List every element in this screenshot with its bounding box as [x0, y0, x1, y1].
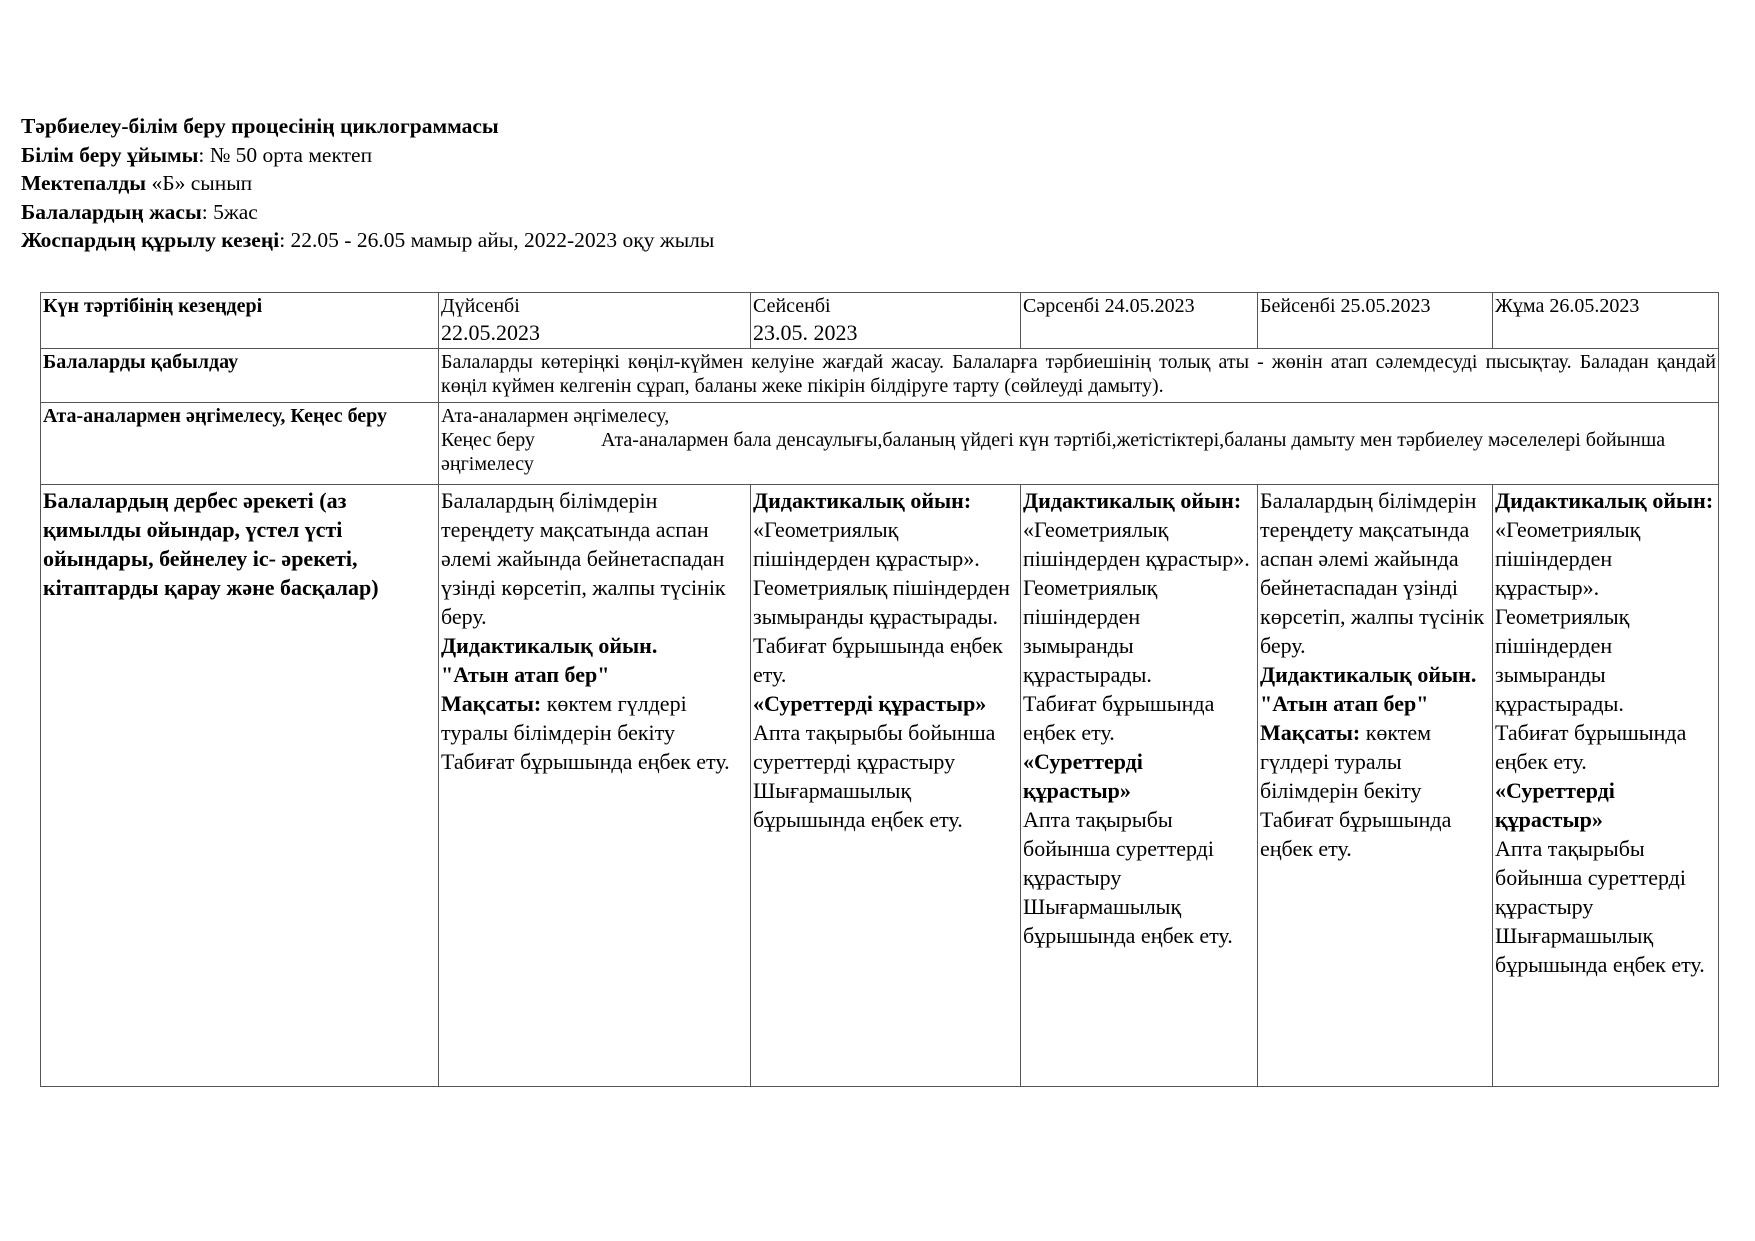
tue-game-desc: Геометриялық пішіндерден зымыранды құрастырады. [753, 575, 1010, 629]
thu-intro: Балалардың білімдерін тереңдету мақсатында аспан әлемі жайында бейнетаспадан үзінді көрсетіп, жалпы түсінік беру. [1260, 488, 1485, 658]
tuesday-date: 23.05. 2023 [753, 320, 858, 345]
org-line [21, 141, 714, 170]
fri-game-desc: Геометриялық пішіндерден зымыранды құрастырады. [1495, 604, 1630, 716]
header-cell-friday: Жұма 26.05.2023 [1493, 293, 1719, 349]
wed-pictures-desc: Апта тақырыбы бойынша суреттерді құрастыру [1023, 807, 1214, 890]
age-value: : 5жас [201, 199, 258, 224]
header-cell-thursday: Бейсенбі 25.05.2023 [1258, 293, 1493, 349]
tue-pictures-title: «Суреттерді құрастыр» [753, 691, 987, 716]
tue-game [753, 486, 1018, 573]
activity-cell-friday [1493, 485, 1719, 1087]
wed-work: Табиғат бұрышында еңбек ету. [1023, 691, 1215, 745]
tue-work: Табиғат бұрышында еңбек ету. [753, 633, 1003, 687]
fri-work: Табиғат бұрышында еңбек ету. [1495, 720, 1687, 774]
tue-game-label: Дидактикалық ойын: [753, 488, 972, 513]
org-label: Білім беру ұйымы [21, 142, 199, 167]
parents-line1: Ата-аналармен әңгімелесу, [441, 405, 670, 427]
table-header-row [41, 293, 1719, 349]
fri-game-label: Дидактикалық ойын: [1495, 488, 1714, 513]
thu-goal-label: Мақсаты: [1260, 720, 1361, 745]
activity-cell-monday [439, 485, 751, 1087]
row-label-parents: Ата-аналармен әңгімелесу, Кеңес беру [41, 403, 439, 485]
parents-text [439, 403, 1719, 485]
table-row-parents [41, 403, 1719, 485]
reception-text: Балаларды көтеріңкі көңіл-күймен келуіне жағдай жасау. Балаларға тәрбиешінің толық аты - жөнін атап сәлемдесуді пысықтау. Баладан қандай көңіл күймен келгенін сұрап, баланы жеке пікірін білдіруге тарту (сөйлеуді дамыту). [439, 349, 1719, 403]
monday-day: Дүйсенбі [441, 295, 520, 317]
tue-pictures-desc: Апта тақырыбы бойынша суреттерді құрастыру [753, 720, 996, 774]
period-label: Жоспардың құрылу кезеңі [21, 228, 280, 253]
header-cell-stage: Күн тәртібінің кезеңдері [41, 293, 439, 349]
group-label: Мектепалды [21, 171, 147, 196]
age-line [21, 198, 714, 227]
group-line [21, 169, 714, 198]
header-cell-wednesday: Сәрсенбі 24.05.2023 [1021, 293, 1258, 349]
fri-pictures-title: «Суреттерді құрастыр» [1495, 778, 1615, 832]
thu-goal [1260, 718, 1490, 805]
activity-cell-wednesday [1021, 485, 1258, 1087]
row-label-activity: Балалардың дербес әрекеті (аз қимылды ойындар, үстел үсті ойындары, бейнелеу іс- әрекеті, кітаптарды қарау және басқалар) [41, 485, 439, 1087]
advice-text: Ата-аналармен бала денсаулығы,баланың үйдегі күн тәртібі,жетістіктері,баланы дамыту мен тәрбиелеу мәселелері бойынша әңгімелесу [441, 429, 1666, 475]
header-cell-monday [439, 293, 751, 349]
wed-game-label: Дидактикалық ойын: [1023, 488, 1242, 513]
row-label-reception: Балаларды қабылдау [41, 349, 439, 403]
monday-date: 22.05.2023 [441, 320, 540, 345]
advice-label: Кеңес беру [441, 429, 535, 451]
tue-game-name: «Геометриялық пішіндерден құрастыр». [753, 517, 980, 571]
thu-goal-text: көктем гүлдері туралы білімдерін бекіту [1260, 720, 1432, 803]
table-row-activity [41, 485, 1719, 1087]
fri-creative: Шығармашылық бұрышында еңбек ету. [1495, 923, 1705, 977]
mon-goal [441, 689, 748, 747]
fri-pictures-desc: Апта тақырыбы бойынша суреттерді құрастыру [1495, 836, 1686, 919]
age-label: Балалардың жасы [21, 199, 202, 224]
tue-creative: Шығармашылық бұрышында еңбек ету. [753, 778, 963, 832]
document-header [21, 112, 714, 255]
mon-game-title: Дидактикалық ойын. [441, 633, 658, 658]
wed-pictures-title: «Суреттерді құрастыр» [1023, 749, 1143, 803]
wed-creative: Шығармашылық бұрышында еңбек ету. [1023, 894, 1233, 948]
mon-goal-text: көктем гүлдері туралы білімдерін бекіту [441, 691, 687, 745]
thu-game-title: Дидактикалық ойын. [1260, 662, 1477, 687]
fri-game-name: «Геометриялық пішіндерден құрастыр». [1495, 517, 1641, 600]
activity-cell-thursday [1258, 485, 1493, 1087]
activity-cell-tuesday [751, 485, 1021, 1087]
org-value: : № 50 орта мектеп [198, 142, 373, 167]
wed-game-name: «Геометриялық пішіндерден құрастыр». [1023, 517, 1250, 571]
header-cell-tuesday [751, 293, 1021, 349]
mon-intro: Балалардың білімдерін тереңдету мақсатында аспан әлемі жайында бейнетаспадан үзінді көрсетіп, жалпы түсінік беру. [441, 488, 726, 629]
advice-row [441, 429, 1665, 475]
wed-game-desc: Геометриялық пішіндерден зымыранды құрастырады. [1023, 575, 1158, 687]
thu-work: Табиғат бұрышында еңбек ету. [1260, 807, 1452, 861]
tuesday-day: Сейсенбі [753, 295, 831, 317]
table-row-reception [41, 349, 1719, 403]
period-value: : 22.05 - 26.05 мамыр айы, 2022-2023 оқу жылы [279, 228, 715, 253]
thu-game-name: "Атын атап бер" [1260, 691, 1429, 716]
mon-work: Табиғат бұрышында еңбек ету. [441, 749, 730, 774]
cyclogram-table [40, 292, 1719, 1087]
mon-goal-label: Мақсаты: [441, 691, 542, 716]
mon-game-name: "Атын атап бер" [441, 662, 610, 687]
period-line [21, 226, 714, 255]
document-title: Тәрбиелеу-білім беру процесінің циклограммасы [21, 114, 499, 138]
group-value: «Б» сынып [146, 171, 253, 196]
